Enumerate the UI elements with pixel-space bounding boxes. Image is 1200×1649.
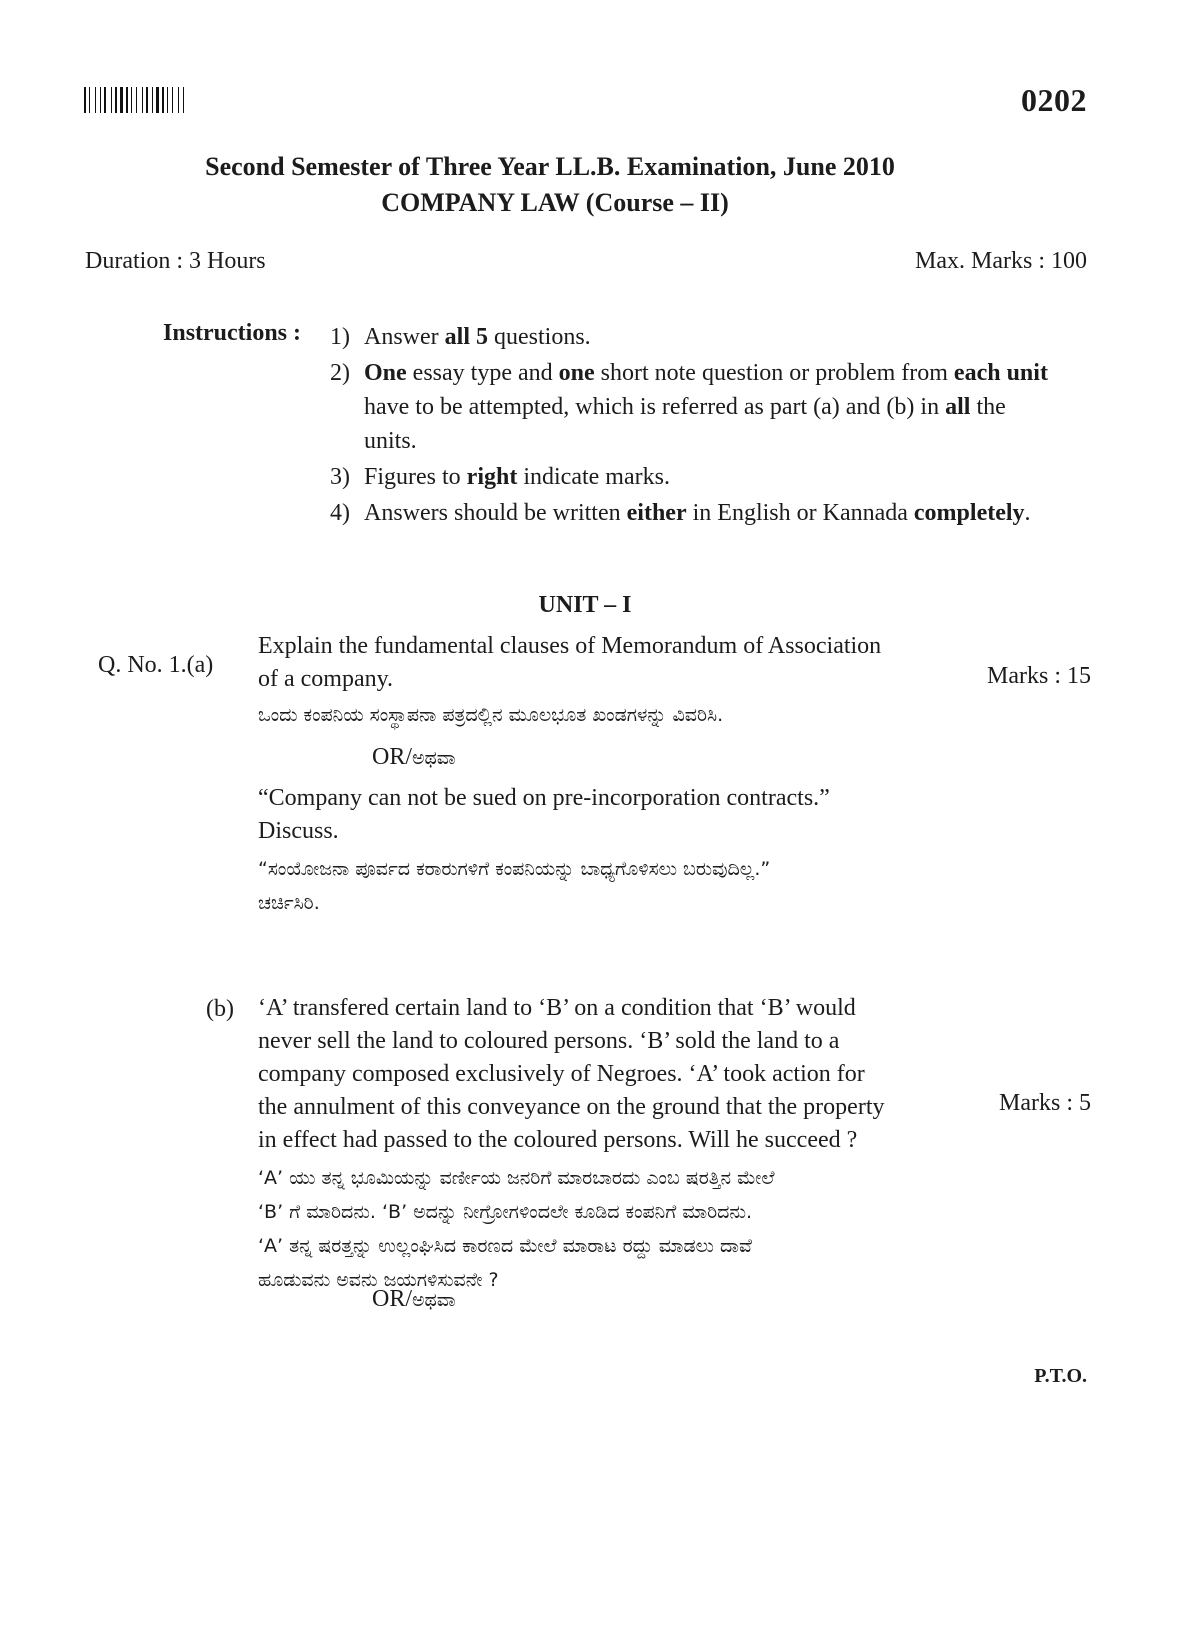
barcode-bar bbox=[89, 87, 90, 113]
instruction-text: Figures to right indicate marks. bbox=[364, 464, 670, 490]
instruction-item bbox=[330, 356, 1060, 458]
barcode-bar bbox=[95, 87, 96, 113]
instruction-number: 3) bbox=[330, 464, 350, 490]
instruction-text: Answers should be written either in English or Kannada completely. bbox=[364, 500, 1031, 526]
question-kannada: “ಸಂಯೋಜನಾ ಪೂರ್ವದ ಕರಾರುಗಳಿಗೆ ಕಂಪನಿಯನ್ನು ಬಾಧ್ಯಗೊಳಿಸಲು ಬರುವುದಿಲ್ಲ.” bbox=[258, 858, 771, 880]
question-kannada: ‘A’ ಯು ತನ್ನ ಭೂಮಿಯನ್ನು ವರ್ಣೀಯ ಜನರಿಗೆ ಮಾರಬಾರದು ಎಂಬ ಷರತ್ತಿನ ಮೇಲೆ bbox=[258, 1167, 775, 1189]
marks-label: Marks : 5 bbox=[999, 1090, 1091, 1116]
barcode-bar bbox=[178, 87, 179, 113]
question-text-line: never sell the land to coloured persons. ‘B’ sold the land to a bbox=[258, 1028, 840, 1054]
question-1b bbox=[258, 992, 978, 1297]
barcode-bar bbox=[172, 87, 173, 113]
question-kannada: ‘A’ ತನ್ನ ಷರತ್ತನ್ನು ಉಲ್ಲಂಘಿಸಿದ ಕಾರಣದ ಮೇಲೆ ಮಾರಾಟ ರದ್ದು ಮಾಡಲು ದಾವೆ bbox=[258, 1235, 752, 1257]
question-part-label: (b) bbox=[206, 996, 234, 1022]
barcode-bar bbox=[104, 87, 106, 113]
or-kannada: ಅಥವಾ bbox=[412, 747, 456, 769]
barcode-bar bbox=[111, 87, 112, 113]
barcode bbox=[84, 87, 212, 113]
question-text-line: company composed exclusively of Negroes. ‘A’ took action for bbox=[258, 1061, 865, 1087]
question-1a-alternative bbox=[258, 782, 978, 920]
question-1b-kannada bbox=[258, 1161, 978, 1297]
paper-code: 0202 bbox=[1021, 82, 1087, 118]
barcode-bar bbox=[156, 87, 159, 113]
instruction-number: 1) bbox=[330, 324, 350, 350]
or-kannada: ಅಥವಾ bbox=[412, 1289, 456, 1311]
barcode-bar bbox=[115, 87, 117, 113]
barcode-bar bbox=[131, 87, 132, 113]
instruction-item bbox=[330, 460, 1060, 494]
question-text-line: in effect had passed to the coloured persons. Will he succeed ? bbox=[258, 1127, 858, 1153]
unit-heading: UNIT – I bbox=[538, 592, 632, 618]
instruction-number: 2) bbox=[330, 360, 350, 386]
question-kannada: ‘B’ ಗೆ ಮಾರಿದನು. ‘B’ ಅದನ್ನು ನೀಗ್ರೋಗಳಿಂದಲೇ ಕೂಡಿದ ಕಂಪನಿಗೆ ಮಾರಿದನು. bbox=[258, 1201, 753, 1223]
or-english: OR/ bbox=[372, 744, 413, 770]
barcode-bar bbox=[183, 87, 184, 113]
page-turn-over: P.T.O. bbox=[1034, 1365, 1087, 1387]
question-text-line: Discuss. bbox=[258, 818, 339, 844]
instructions-list bbox=[330, 320, 1060, 532]
barcode-bar bbox=[120, 87, 123, 113]
barcode-bar bbox=[146, 87, 148, 113]
or-separator bbox=[372, 744, 456, 771]
instruction-item bbox=[330, 496, 1060, 530]
instruction-text: One essay type and one short note question or problem from each unit have to be attempted, which is referred as part (a) and (b) in all the units. bbox=[364, 360, 1048, 454]
question-text-line: “Company can not be sued on pre-incorporation contracts.” bbox=[258, 785, 830, 811]
instruction-text: Answer all 5 questions. bbox=[364, 324, 591, 350]
question-text-line: of a company. bbox=[258, 666, 394, 692]
question-kannada: ಒಂದು ಕಂಪನಿಯ ಸಂಸ್ಥಾಪನಾ ಪತ್ರದಲ್ಲಿನ ಮೂಲಭೂತ ಖಂಡಗಳನ್ನು ವಿವರಿಸಿ. bbox=[258, 704, 724, 726]
barcode-bar bbox=[126, 87, 128, 113]
barcode-bar bbox=[167, 87, 168, 113]
or-english: OR/ bbox=[372, 1286, 413, 1312]
barcode-bar bbox=[136, 87, 137, 113]
question-1b-text bbox=[258, 992, 978, 1157]
max-marks: Max. Marks : 100 bbox=[915, 248, 1087, 274]
question-text-line: Explain the fundamental clauses of Memorandum of Association bbox=[258, 633, 882, 659]
barcode-bar bbox=[100, 87, 101, 113]
marks-label: Marks : 15 bbox=[987, 663, 1091, 689]
question-kannada: ಹೂಡುವನು ಅವನು ಜಯಗಳಿಸುವನೇ ? bbox=[258, 1269, 499, 1291]
question-kannada: ಚರ್ಚಿಸಿರಿ. bbox=[258, 892, 320, 914]
barcode-bar bbox=[162, 87, 164, 113]
course-title: COMPANY LAW (Course – II) bbox=[381, 188, 729, 217]
question-number: Q. No. 1.(a) bbox=[98, 652, 214, 678]
or-separator bbox=[372, 1286, 456, 1313]
barcode-bar bbox=[152, 87, 153, 113]
barcode-bar bbox=[84, 87, 86, 113]
instruction-item bbox=[330, 320, 1060, 354]
exam-title: Second Semester of Three Year LL.B. Examination, June 2010 bbox=[205, 152, 895, 181]
question-text-line: ‘A’ transfered certain land to ‘B’ on a condition that ‘B’ would bbox=[258, 995, 856, 1021]
instructions-heading: Instructions : bbox=[163, 320, 302, 346]
question-1a bbox=[258, 630, 978, 732]
instruction-number: 4) bbox=[330, 500, 350, 526]
question-text-line: the annulment of this conveyance on the ground that the property bbox=[258, 1094, 885, 1120]
barcode-bar bbox=[142, 87, 143, 113]
duration: Duration : 3 Hours bbox=[85, 248, 266, 274]
